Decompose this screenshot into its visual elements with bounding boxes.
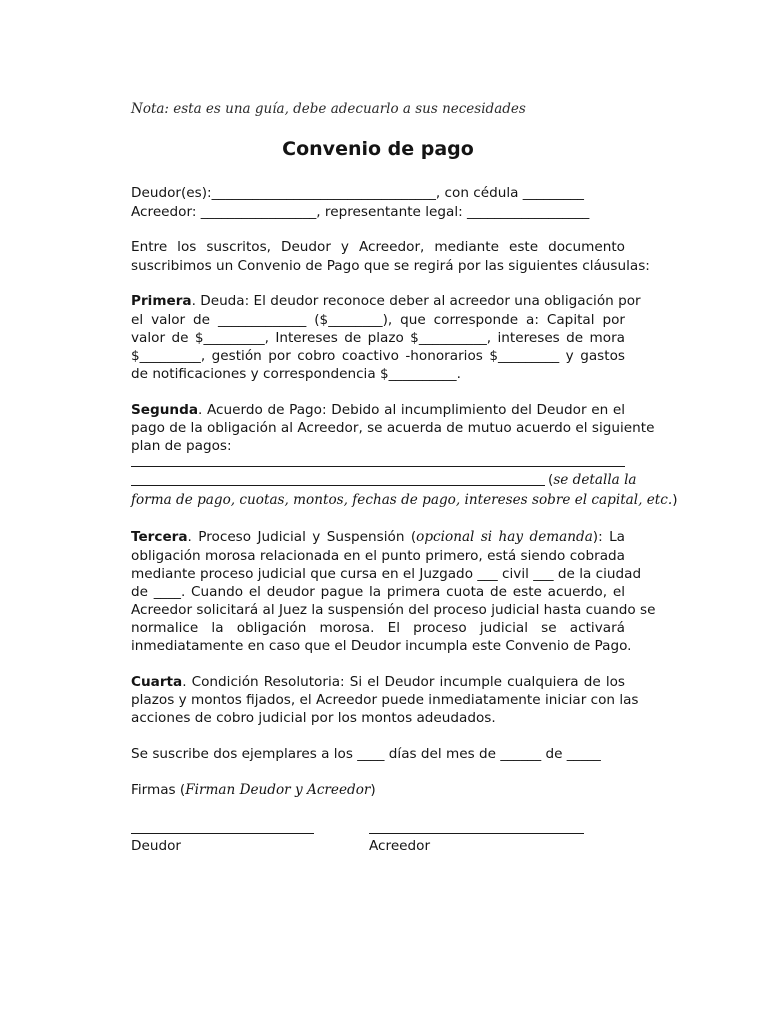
deudor-line: Deudor(es):_________________________________, con cédula _________ <box>131 185 584 201</box>
clause-tercera-line-1: Tercera. Proceso Judicial y Suspensión (opcional si hay demanda): La <box>131 529 625 545</box>
deudor-signature-line <box>131 833 314 834</box>
clause-segunda-line-2: pago de la obligación al Acreedor, se acuerda de mutuo acuerdo el siguiente <box>131 420 655 436</box>
clause-cuarta-line-2: plazos y montos fijados, el Acreedor puede inmediatamente iniciar con las <box>131 692 639 708</box>
clause-cuarta-line-1: Cuarta. Condición Resolutoria: Si el Deudor incumple cualquiera de los <box>131 674 625 690</box>
payment-plan-rule-2 <box>131 485 545 486</box>
acreedor-line: Acreedor: _________________, representante legal: __________________ <box>131 204 590 220</box>
payment-plan-rule-1 <box>131 466 625 467</box>
clause-tercera-line-3: mediante proceso judicial que cursa en el Juzgado ___ civil ___ de la ciudad <box>131 566 642 582</box>
clause-tercera-line-4: de ____. Cuando el deudor pague la primera cuota de este acuerdo, el <box>131 584 625 600</box>
payment-plan-detail-1: (se detalla la <box>548 472 637 488</box>
document-title: Convenio de pago <box>282 138 474 160</box>
clause-tercera-heading: Tercera <box>131 529 188 545</box>
clause-tercera-line-7: inmediatamente en caso que el Deudor incumpla este Convenio de Pago. <box>131 638 632 654</box>
payment-plan-detail-2: forma de pago, cuotas, montos, fechas de pago, intereses sobre el capital, etc.) <box>131 492 678 508</box>
clause-tercera-line-5: Acreedor solicitará al Juez la suspensión del proceso judicial hasta cuando se <box>131 602 656 618</box>
guide-note: Nota: esta es una guía, debe adecuarlo a sus necesidades <box>131 101 526 117</box>
intro-line-1: Entre los suscritos, Deudor y Acreedor, mediante este documento <box>131 239 625 255</box>
clause-cuarta-line-3: acciones de cobro judicial por los montos adeudados. <box>131 710 496 726</box>
clause-primera-line-1 <box>131 292 641 310</box>
clause-primera-text-1: . Deuda: El deudor reconoce deber al acreedor una obligación por <box>191 293 641 309</box>
clause-primera-line-4: $_________, gestión por cobro coactivo -honorarios $_________ y gastos <box>131 348 625 364</box>
deudor-signature-label: Deudor <box>131 838 181 854</box>
intro-line-2: suscribimos un Convenio de Pago que se regirá por las siguientes cláusulas: <box>131 258 650 274</box>
clause-segunda-line-3: plan de pagos: <box>131 438 232 454</box>
firmas-line: Firmas (Firman Deudor y Acreedor) <box>131 782 376 798</box>
clause-tercera-line-6: normalice la obligación morosa. El proceso judicial se activará <box>131 620 625 636</box>
clause-segunda-text-1: . Acuerdo de Pago: Debido al incumplimiento del Deudor en el <box>198 402 625 418</box>
clause-primera-line-3: valor de $_________, Intereses de plazo $__________, intereses de mora <box>131 330 625 346</box>
clause-segunda-heading: Segunda <box>131 402 198 418</box>
clause-segunda-line-1 <box>131 401 625 419</box>
clause-cuarta-heading: Cuarta <box>131 674 183 690</box>
clause-tercera-line-2: obligación morosa relacionada en el punto primero, está siendo cobrada <box>131 548 625 564</box>
acreedor-signature-label: Acreedor <box>369 838 431 854</box>
clause-primera-line-2: el valor de _____________ ($________), que corresponde a: Capital por <box>131 312 625 328</box>
clause-primera-heading: Primera <box>131 293 192 309</box>
suscribe-line: Se suscribe dos ejemplares a los ____ días del mes de ______ de _____ <box>131 746 601 762</box>
clause-primera-line-5: de notificaciones y correspondencia $__________. <box>131 366 461 382</box>
acreedor-signature-line <box>369 833 584 834</box>
